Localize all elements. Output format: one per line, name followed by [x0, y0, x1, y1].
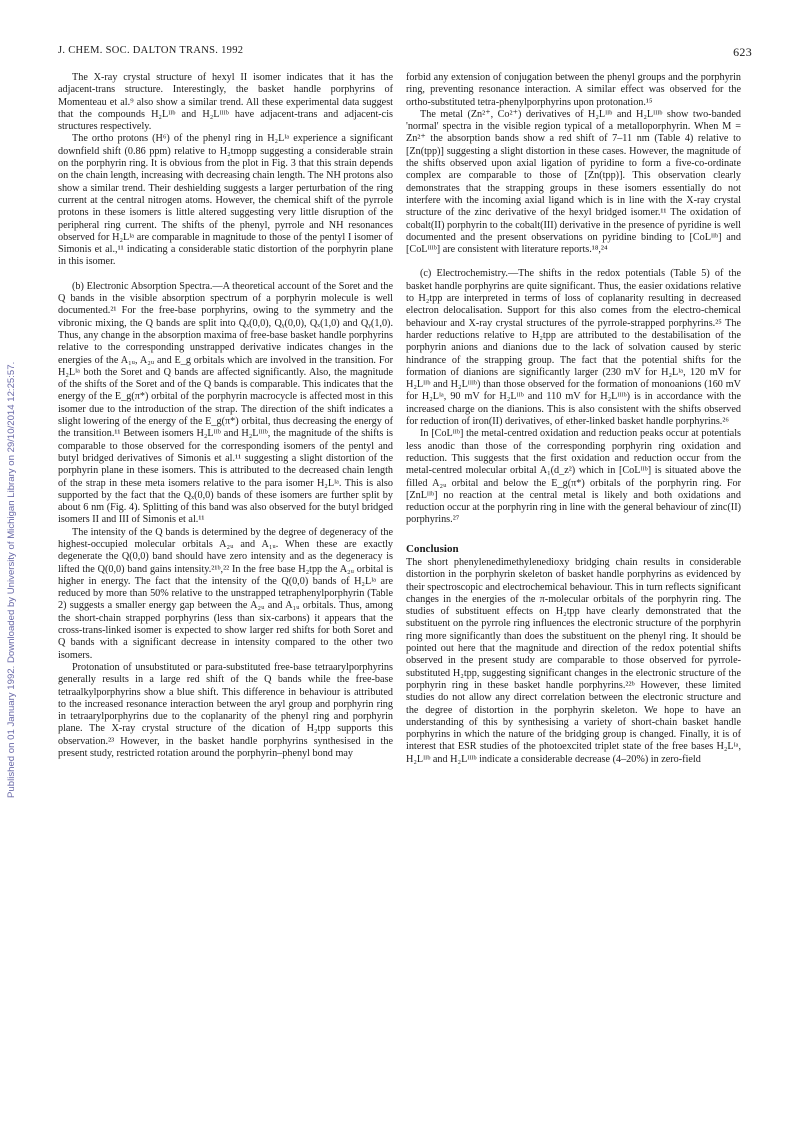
right-column: [406, 72, 741, 766]
paragraph-protonation: Protonation of unsubstituted or para-substituted free-base tetraarylporphyrins generally results in a large red shift of the Q bands while the free-base tetraalkylporphyrins show a blue shift. This difference in behaviour is attributed to the increased resonance interaction between the aryl group and porphyrin ring in tetraarylporphyrins due to the coplanarity of the phenyl ring and porphyrin plane. The X-ray crystal structure of the dication of H₂tpp supports this observation.²³ However, in the basket handle porphyrins synthesised in the present study, restricted rotation around the porphyrin–phenyl bond may: [58, 661, 393, 760]
conclusion-heading: Conclusion: [406, 542, 459, 555]
download-watermark-link[interactable]: Published on 01 January 1992. Downloaded by University of Michigan Library on 29/10/2014 12:25:57.: [6, 361, 17, 799]
paragraph-q-band-intensity: The intensity of the Q bands is determined by the degree of degeneracy of the highest-occupied molecular orbitals A₂ᵤ and A₁ᵤ. When these are exactly degenerate the Q(0,0) band should have zero intensity and as the degeneracy is lifted the Q(0,0) band gains intensity.²¹ᵇ,²² In the free base H₂tpp the A₂ᵤ orbital is higher in energy. The fact that the intensity of the Q(0,0) bands of H₂Lᴵᵃ are reduced by more than 50% relative to the unstrapped tetraphenylporphyrin (Table 2) suggests a smaller energy gap between the A₂ᵤ and A₁ᵤ orbitals. Thus, among the short-chain strapped porphyrins (less than six-carbons) it appears that the cross-trans-linked isomer is expected to show larger red shifts for both Soret and Q bands with a significant decrease in intensity compared to the other two isomers.: [58, 526, 393, 661]
paragraph-metal-derivatives: The metal (Zn²⁺, Co²⁺) derivatives of H₂Lᴵᴵᵇ and H₂Lᴵᴵᴵᵇ show two-banded 'normal' spectra in the visible region typical of a metalloporphyrin. When M = Zn²⁺ the absorption bands show a red shift of 7–11 nm (Table 4) relative to [Zn(tpp)] suggesting a slight distortion in these cases. However, the magnitude of the shifts observed upon axial ligation of pyridine to form a five-co-ordinate complex are comparable to those of [Zn(tpp)]. This observation clearly demonstrates that the strapping groups in these isomers essentially do not interfere with the incoming axial ligand which is in line with the X-ray crystal structure of the zinc derivative of the hexyl bridged isomer.¹¹ The oxidation of cobalt(II) porphyrin to the cobalt(III) derivative in the presence of pyridine is well documented and the present observations on pyridine binding to [CoLᴵᴵᵇ] and [CoLᴵᴵᴵᵇ] are consistent with literature reports.¹⁸,²⁴: [406, 108, 741, 256]
page-number: 623: [733, 45, 752, 59]
paragraph-electronic-absorption: (b) Electronic Absorption Spectra.—A theoretical account of the Soret and the Q bands in the visible absorption spectrum of a porphyrin molecule is well documented.²¹ For the free-base porphyrins, owing to the symmetry and the vibronic mixing, the Q bands are split into Qₓ(0,0), Qᵧ(0,0), Qₓ(1,0) and Qᵧ(1,0). Thus, any change in the absorption maxima of free-base basket handle porphyrins relative to the corresponding unstrapped derivative indicates changes in the energies of the A₁ᵤ, A₂ᵤ and E_g orbitals which are involved in the transition. For H₂Lᴵᵃ both the Soret and Q bands are affected significantly. Also, the magnitude of the shifts of the Soret and of the Q bands is comparable. This indicates that the energy of the E_g(π*) orbital of the porphyrin macrocycle is affected most in this isomer due to the introduction of the strap. The direction of the shift indicates a slight lowering of the energy of the E_g(π*) orbital, thus decreasing the energy of the transition.¹¹ Between isomers H₂Lᴵᴵᵇ and H₂Lᴵᴵᴵᵇ, the magnitude of the shifts is comparable to those observed for the corresponding isomers of the pentyl and butyl bridged derivatives of Simonis et al.¹¹ suggesting a slight distortion of the porphyrin plane in these isomers. This is attributed to the decreased chain length of the strap in these meta isomers relative to the para isomer H₂Lᴵᵃ. This is also supported by the fact that the Qₓ(0,0) bands of these isomers are further split by about 6 nm (Fig. 4). Splitting of this band was also observed for the butyl bridged isomers II and III of Simonis et al.¹¹: [58, 280, 393, 526]
paragraph-conjugation: forbid any extension of conjugation between the phenyl groups and the porphyrin ring, preventing resonance interaction. A similar effect was observed for the ortho-substituted tetra-phenylporphyrins upon protonation.¹⁵: [406, 72, 741, 108]
paragraph-electrochemistry: (c) Electrochemistry.—The shifts in the redox potentials (Table 5) of the basket handle porphyrins are quite significant. Thus, the easier oxidations relative to H₂tpp are interpreted in terms of loss of coplanarity resulting in decreased electron delocalisation. Support for this also comes from the electro-chemical behaviour and X-ray crystal structures of the pyrrole-strapped porphyrins.²⁵ The harder reductions relative to H₂tpp are attributed to the destabilisation of the porphyrin anions and dianions due to the lack of solvation caused by steric hindrance of the strapping group. The fact that the potential shifts for the formation of dianions are significantly larger (230 mV for H₂Lᴵᵃ, 120 mV for H₂Lᴵᴵᵇ and H₂Lᴵᴵᴵᵇ) than those observed for the formation of monoanions (160 mV for H₂Lᴵᵃ, 90 mV for H₂Lᴵᴵᵇ and 110 mV for H₂Lᴵᴵᴵᵇ) is in accordance with the increased charge on the dianions. This is also consistent with the shifts observed for reduction of iron(II) derivatives, of ether-linked basket handle porphyrins.²⁶: [406, 268, 741, 428]
paragraph-cobalt-redox: In [CoLᴵᴵᵇ] the metal-centred oxidation and reduction peaks occur at potentials less anodic than those of the corresponding porphyrin ring oxidation and reduction. This suggests that the first oxidation and reduction occur from the metal-centred molecular orbital A₁(d_z²) which in [CoLᴵᴵᵇ] is situated above the filled A₂ᵤ orbital and below the E_g(π*) orbitals of the porphyrin ring. For [ZnLᴵᴵᵇ] no reaction at the central metal is likely and both oxidations and reduction occur at the porphyrin ring in line with the general behaviour of zinc(II) porphyrins.²⁷: [406, 428, 741, 526]
paragraph-ortho-protons: The ortho protons (H⁶) of the phenyl ring in H₂Lᴵᵃ experience a significant downfield shift (0.86 ppm) relative to H₂tmopp suggesting a considerable strain on the porphyrin ring. It is obvious from the plot in Fig. 3 that this strain depends on the chain length, increasing with decreasing chain length. The NH protons also show a similar trend. Their deshielding suggests a larger perturbation of the ring current at the central nitrogen atoms. However, the chemical shift of the pyrrole protons in these isomers is little altered suggesting very little disruption of the peripheral ring current. The shifts of the phenyl, pyrrole and NH resonances observed for H₂Lᴵᵃ are comparable in magnitude to those of the pentyl I isomer of Simonis et al.,¹¹ indicating a considerable static distortion of the porphyrin plane in this isomer.: [58, 133, 393, 268]
paragraph-xray-hexyl: The X-ray crystal structure of hexyl II isomer indicates that it has the adjacent-trans structure. Interestingly, the basket handle porphyrins of Momenteau et al.⁹ also show a similar trend. All these experimental data suggest that the compounds H₂Lᴵᴵᵇ and H₂Lᴵᴵᴵᵇ have adjacent-trans and adjacent-cis structures respectively.: [58, 72, 393, 133]
paragraph-conclusion: The short phenylenedimethylenedioxy bridging chain results in considerable distortion in the porphyrin skeleton of basket handle porphyrins as evidenced by their spectroscopic and electrochemical behaviour. This in turn reflects significant changes in the energies of the π-molecular orbitals of the porphyrin ring. The studies of substituent effects on H₂tpp have clearly demonstrated that the substituent on the pyrrole ring influences the electronic structure of the porphyrin ring more significantly than does the substituent on the phenyl ring. It should be pointed out here that the magnitude and direction of the redox potential shifts observed in the present study are comparable to those observed for pyrrole-substituted H₂tpp, suggesting significant changes in the electronic structure of the porphyrin ring in these basket handle porphyrins.²²ᵇ However, these limited studies do not allow any direct correlation between the electronic structure and the degree of distortion in the porphyrin skeleton. We hope to have an understanding of this by synthesising a variety of short-chain basket handle porphyrins in which the nature of the bridging group is changed. Finally, it is of interest that ESR studies of the photoexcited triplet state of the free bases H₂Lᴵᵃ, H₂Lᴵᴵᵇ and H₂Lᴵᴵᴵᵇ indicate a considerable decrease (4–20%) in zero-field: [406, 556, 741, 765]
journal-running-head: J. CHEM. SOC. DALTON TRANS. 1992: [58, 45, 244, 56]
page-header: [58, 45, 752, 61]
left-column: [58, 72, 393, 760]
